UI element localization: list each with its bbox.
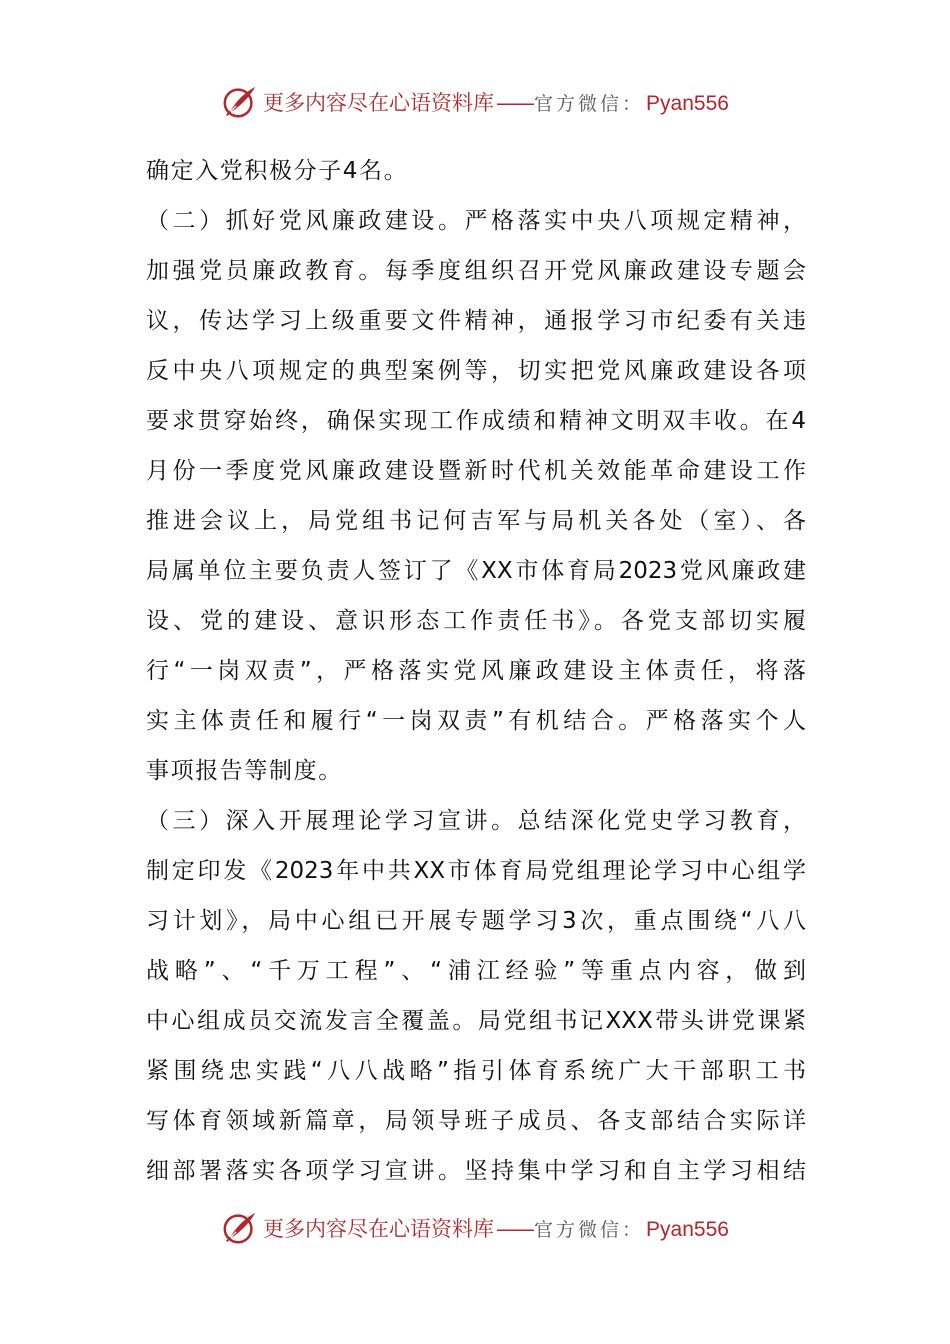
quill-logo-icon	[221, 83, 259, 121]
text-line: 议，传达学习上级重要文件精神，通报学习市纪委有关违	[146, 308, 806, 334]
text-line: 加强党员廉政教育。每季度组织召开党风廉政建设专题会	[146, 258, 806, 284]
quill-logo-icon	[221, 1209, 259, 1247]
text-line: 战略”、“千万工程”、“浦江经验”等重点内容，做到	[146, 958, 806, 984]
text-line: 写体育领域新篇章，局领导班子成员、各支部结合实际详	[146, 1108, 806, 1134]
watermark-wechat-handle: Pyan556	[646, 1218, 729, 1241]
text-line: 局属单位主要负责人签订了《XX市体育局2023党风廉政建	[146, 558, 806, 584]
watermark-dash: ——	[496, 1217, 533, 1241]
watermark-header	[0, 82, 950, 122]
text-line: 习计划》，局中心组已开展专题学习3次，重点围绕“八八	[146, 908, 806, 934]
text-line: 设、党的建设、意识形态工作责任书》。各党支部切实履	[146, 608, 806, 634]
text-line: 反中央八项规定的典型案例等，切实把党风廉政建设各项	[146, 358, 806, 384]
text-line: 要求贯穿始终，确保实现工作成绩和精神文明双丰收。在4	[146, 408, 806, 434]
text-line: 事项报告等制度。	[146, 758, 343, 784]
text-line: 确定入党积极分子4名。	[146, 158, 409, 184]
text-line: 中心组成员交流发言全覆盖。局党组书记XXX带头讲党课紧	[146, 1008, 806, 1034]
text-line: 推进会议上，局党组书记何吉军与局机关各处（室）、各	[146, 508, 806, 534]
text-line: （二）抓好党风廉政建设。严格落实中央八项规定精神，	[146, 208, 806, 234]
text-line: 紧围绕忠实践“八八战略”指引体育系统广大干部职工书	[146, 1058, 806, 1084]
text-line: 月份一季度党风廉政建设暨新时代机关效能革命建设工作	[146, 458, 806, 484]
text-line: 实主体责任和履行“一岗双责”有机结合。严格落实个人	[146, 708, 806, 734]
watermark-site-name: 更多内容尽在心语资料库	[263, 91, 495, 115]
text-line: 细部署落实各项学习宣讲。坚持集中学习和自主学习相结	[146, 1158, 806, 1184]
text-line: 行“一岗双责”，严格落实党风廉政建设主体责任，将落	[146, 658, 806, 684]
watermark-site-name: 更多内容尽在心语资料库	[263, 1217, 495, 1241]
watermark-wechat-label: 官方微信：	[534, 93, 645, 115]
text-line: 制定印发《2023年中共XX市体育局党组理论学习中心组学	[146, 858, 806, 884]
watermark-wechat-label: 官方微信：	[534, 1219, 645, 1241]
text-line: （三）深入开展理论学习宣讲。总结深化党史学习教育，	[146, 808, 806, 834]
document-body	[146, 146, 806, 1196]
watermark-dash: ——	[496, 91, 533, 115]
watermark-footer	[0, 1208, 950, 1248]
watermark-wechat-handle: Pyan556	[646, 92, 729, 115]
